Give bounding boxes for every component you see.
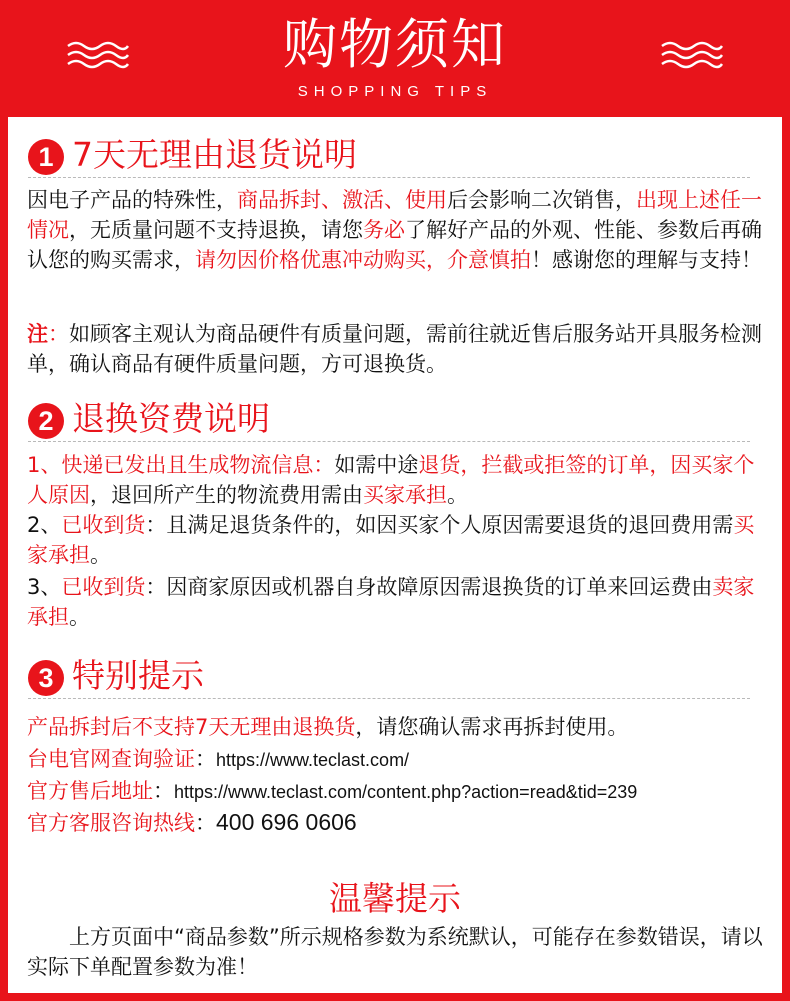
service-address-link[interactable]: https://www.teclast.com/content.php?action=read&tid=239 [174, 782, 638, 802]
section-1-heading [28, 133, 750, 178]
warm-tips-title: 温馨提示 [329, 879, 461, 918]
page-subtitle: SHOPPING TIPS [297, 83, 493, 100]
section-number-badge: 2 [28, 403, 64, 439]
section-2-heading [28, 397, 750, 442]
hotline-number: 400 696 0606 [216, 809, 357, 835]
tip-line-3: 官方售后地址：https://www.teclast.com/content.php?action=read&tid=239 [27, 779, 638, 803]
section-title: 7天无理由退货说明 [72, 135, 357, 174]
page-title: 购物须知 [283, 13, 507, 76]
tip-line-2: 台电官网查询验证：https://www.teclast.com/ [27, 747, 410, 771]
fee-item-1: 1、快递已发出且生成物流信息：如需中途退货，拦截或拒签的订单，因买家个人原因，退回所产生的物流费用需由买家承担。 [27, 453, 755, 507]
note-text: 注：如顾客主观认为商品硬件有质量问题，需前往就近售后服务站开具服务检测单，确认商品有硬件质量问题，方可退换货。 [27, 322, 762, 376]
fee-item-2: 2、已收到货：且满足退货条件的，如因买家个人原因需要退货的退回费用需买家承担。 [27, 513, 755, 567]
section-3-heading [28, 654, 750, 699]
section-title: 退换资费说明 [72, 399, 270, 438]
content-card [8, 117, 782, 993]
official-site-link[interactable]: https://www.teclast.com/ [216, 750, 410, 770]
header-banner [0, 0, 790, 117]
section-title: 特别提示 [72, 656, 204, 695]
section-number-badge: 3 [28, 660, 64, 696]
return-policy-text: 因电子产品的特殊性，商品拆封、激活、使用后会影响二次销售，出现上述任一情况，无质量问题不支持退换，请您务必了解好产品的外观、性能、参数后再确认您的购买需求，请勿因价格优惠冲动购买，介意慎拍！感谢您的理解与支持！ [27, 188, 762, 272]
fee-item-3: 3、已收到货：因商家原因或机器自身故障原因需退换货的订单来回运费由卖家承担。 [27, 575, 755, 629]
wave-icon [660, 40, 724, 70]
tip-line-4: 官方客服咨询热线：400 696 0606 [27, 809, 357, 835]
section-number-badge: 1 [28, 139, 64, 175]
tip-line-1: 产品拆封后不支持7天无理由退换货，请您确认需求再拆封使用。 [27, 715, 629, 739]
warm-tips-text: 上方页面中“商品参数”所示规格参数为系统默认，可能存在参数错误，请以实际下单配置参数为准！ [27, 925, 763, 979]
